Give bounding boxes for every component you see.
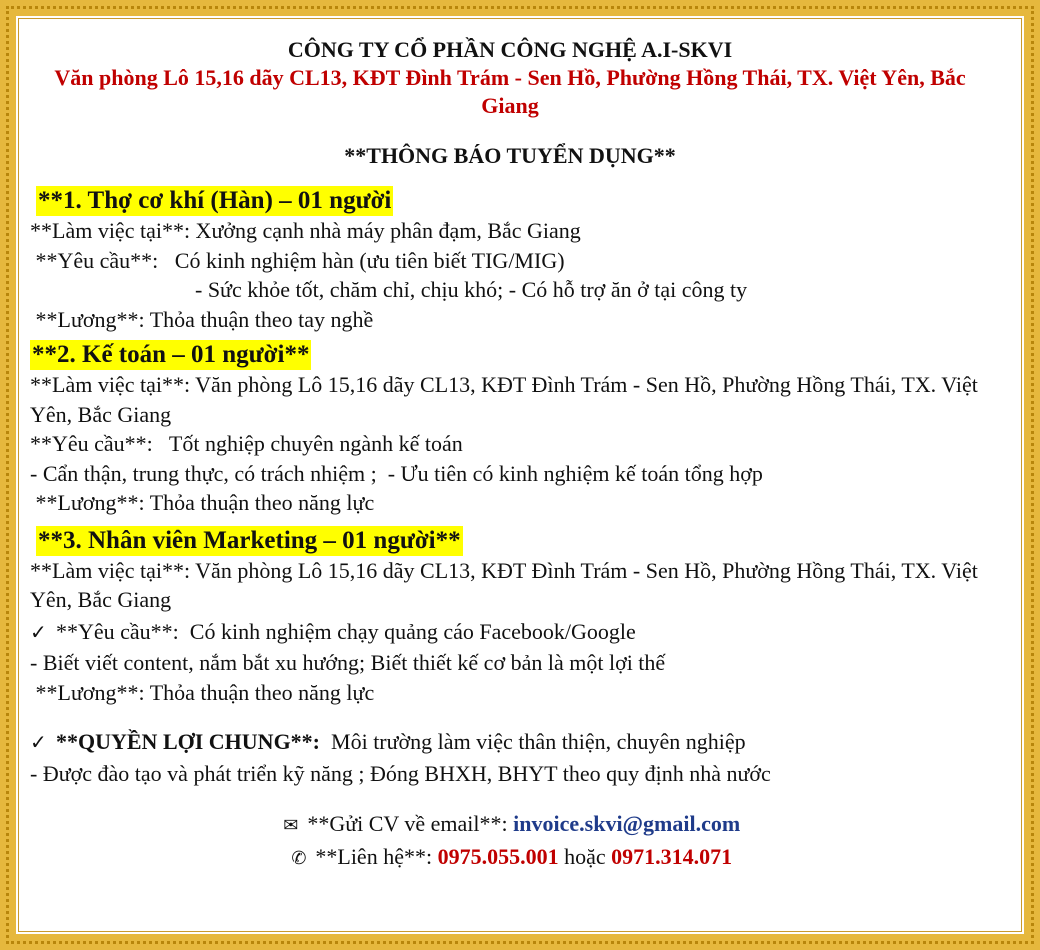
phone-number-2[interactable]: 0971.314.071 (611, 844, 733, 869)
benefits-text: Môi trường làm việc thân thiện, chuyên nghiệp (331, 729, 746, 754)
company-address: Văn phòng Lô 15,16 dãy CL13, KĐT Đình Trám - Sen Hồ, Phường Hồng Thái, TX. Việt Yên, Bắc Giang (54, 65, 966, 118)
email-link[interactable]: invoice.skvi@gmail.com (513, 811, 741, 836)
benefits-section (30, 727, 990, 788)
phone-or: hoặc (564, 844, 606, 869)
job-line: **Lương**: Thỏa thuận theo tay nghề (30, 306, 374, 332)
job-line: - Biết viết content, nắm bắt xu hướng; Biết thiết kế cơ bản là một lợi thế (30, 650, 666, 675)
job-line: - Cẩn thận, trung thực, có trách nhiệm ; - Ưu tiên có kinh nghiệm kế toán tổng hợp (30, 460, 763, 486)
job-line (30, 617, 990, 649)
job-line: - Sức khỏe tốt, chăm chỉ, chịu khó; - Có hỗ trợ ăn ở tại công ty (30, 277, 748, 302)
phone-icon: ✆ (291, 848, 307, 868)
notice-title: **THÔNG BÁO TUYỂN DỤNG** (344, 143, 676, 168)
email-line (30, 808, 990, 841)
job-line: **Yêu cầu**: Tốt nghiệp chuyên ngành kế toán (30, 431, 463, 456)
phone-line (30, 841, 990, 874)
check-icon: ✓ (30, 732, 47, 754)
email-label: **Gửi CV về email**: (307, 811, 508, 836)
job-line: **Làm việc tại**: Văn phòng Lô 15,16 dãy CL13, KĐT Đình Trám - Sen Hồ, Phường Hồng Thái, TX. Việt Yên, Bắc Giang (30, 557, 978, 612)
document-body (30, 22, 990, 874)
benefits-line (30, 727, 990, 759)
job-title: **1. Thợ cơ khí (Hàn) – 01 người (38, 187, 392, 214)
phone-number-1[interactable]: 0975.055.001 (437, 844, 559, 869)
job-line: **Lương**: Thỏa thuận theo năng lực (30, 679, 375, 705)
job-title: **2. Kế toán – 01 người** (32, 341, 310, 368)
job-section-3 (30, 526, 990, 708)
job-title: **3. Nhân viên Marketing – 01 người** (38, 526, 461, 554)
contact-section (30, 808, 990, 874)
company-name: CÔNG TY CỔ PHẦN CÔNG NGHỆ A.I-SKVI (287, 37, 733, 62)
job-line: **Lương**: Thỏa thuận theo năng lực (30, 490, 375, 515)
phone-label: **Liên hệ**: (315, 844, 433, 869)
benefits-title: **QUYỀN LỢI CHUNG**: (56, 729, 321, 754)
job-line: **Làm việc tại**: Văn phòng Lô 15,16 dãy CL13, KĐT Đình Trám - Sen Hồ, Phường Hồng Thái, TX. Việt Yên, Bắc Giang (30, 372, 978, 427)
email-icon: ✉ (283, 815, 299, 835)
benefits-line2: - Được đào tạo và phát triển kỹ năng ; Đóng BHXH, BHYT theo quy định nhà nước (30, 760, 771, 786)
job-line-text: **Yêu cầu**: Có kinh nghiệm chạy quảng cáo Facebook/Google (56, 618, 636, 644)
job-line: **Yêu cầu**: Có kinh nghiệm hàn (ưu tiên biết TIG/MIG) (30, 247, 565, 273)
job-section-1 (30, 186, 990, 334)
job-section-2 (30, 340, 990, 518)
job-line: **Làm việc tại**: Xưởng cạnh nhà máy phân đạm, Bắc Giang (30, 218, 581, 243)
check-icon: ✓ (30, 621, 47, 644)
